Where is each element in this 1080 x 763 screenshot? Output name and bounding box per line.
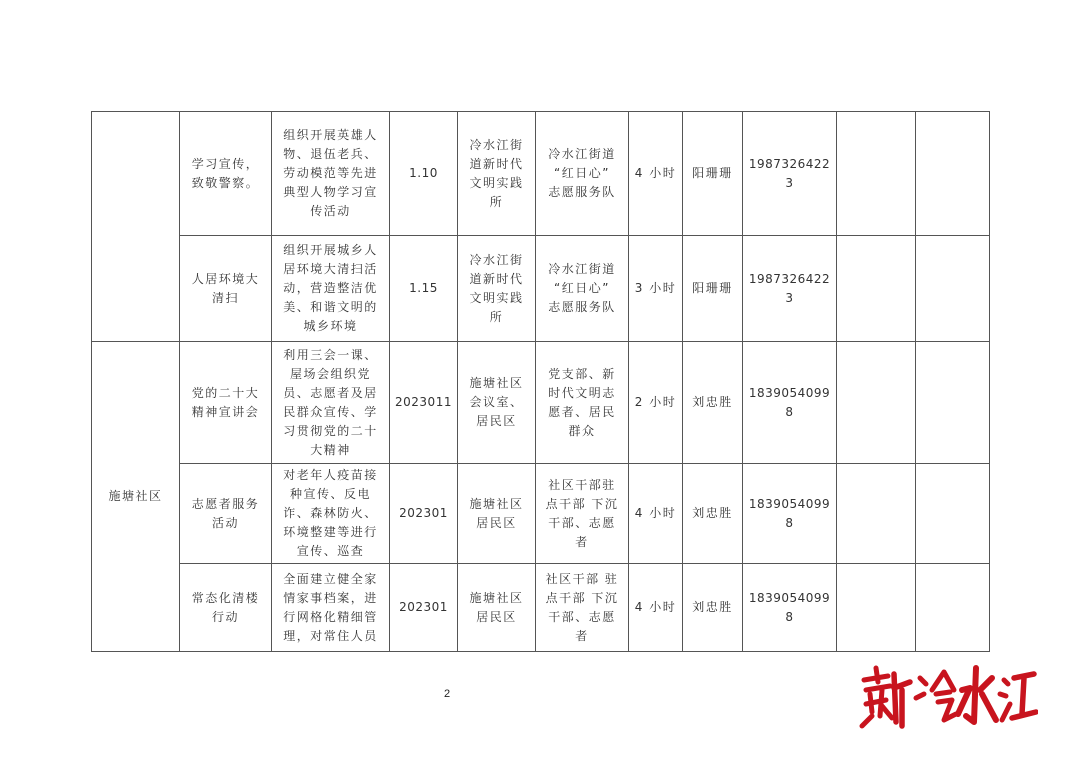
participants-cell: 冷水江街道 “红日心” 志愿服务队 bbox=[536, 112, 629, 236]
phone-cell: 18390540998 bbox=[743, 342, 837, 464]
duration-cell: 4 小时 bbox=[629, 464, 683, 564]
activity-content-cell: 组织开展城乡人 居环境大清扫活 动，营造整洁优 美、和谐文明的 城乡环境 bbox=[272, 236, 390, 342]
duration-cell: 4 小时 bbox=[629, 564, 683, 652]
activity-date-cell: 202301 bbox=[390, 564, 458, 652]
table-row bbox=[92, 564, 990, 652]
extra-cell bbox=[916, 236, 990, 342]
activity-content-cell: 全面建立健全家 情家事档案，进 行网格化精细管 理，对常住人员 bbox=[272, 564, 390, 652]
table-row bbox=[92, 342, 990, 464]
activity-name-cell: 常态化清楼 行动 bbox=[180, 564, 272, 652]
activity-name-cell: 志愿者服务 活动 bbox=[180, 464, 272, 564]
extra-cell bbox=[837, 564, 916, 652]
participants-cell: 党支部、新 时代文明志 愿者、居民 群众 bbox=[536, 342, 629, 464]
extra-cell bbox=[916, 342, 990, 464]
extra-cell bbox=[837, 236, 916, 342]
phone-cell: 18390540998 bbox=[743, 564, 837, 652]
table-row bbox=[92, 236, 990, 342]
activity-content-cell: 组织开展英雄人 物、退伍老兵、 劳动模范等先进 典型人物学习宣 传活动 bbox=[272, 112, 390, 236]
activity-place-cell: 施塘社区 居民区 bbox=[458, 464, 536, 564]
activity-place-cell: 施塘社区 会议室、 居民区 bbox=[458, 342, 536, 464]
xin-lengshuijiang-logo bbox=[858, 660, 1038, 732]
unit-cell: 施塘社区 bbox=[92, 342, 180, 652]
phone-cell: 18390540998 bbox=[743, 464, 837, 564]
extra-cell bbox=[837, 464, 916, 564]
extra-cell bbox=[916, 564, 990, 652]
phone-cell: 19873264223 bbox=[743, 236, 837, 342]
activity-date-cell: 202301 bbox=[390, 464, 458, 564]
duration-cell: 2 小时 bbox=[629, 342, 683, 464]
contact-person-cell: 阳珊珊 bbox=[683, 236, 743, 342]
contact-person-cell: 刘忠胜 bbox=[683, 342, 743, 464]
activity-place-cell: 冷水江街 道新时代 文明实践 所 bbox=[458, 236, 536, 342]
participants-cell: 社区干部驻 点干部 下沉 干部、志愿 者 bbox=[536, 464, 629, 564]
phone-cell: 19873264223 bbox=[743, 112, 837, 236]
duration-cell: 4 小时 bbox=[629, 112, 683, 236]
contact-person-cell: 阳珊珊 bbox=[683, 112, 743, 236]
extra-cell bbox=[837, 342, 916, 464]
duration-cell: 3 小时 bbox=[629, 236, 683, 342]
extra-cell bbox=[916, 464, 990, 564]
participants-cell: 社区干部 驻 点干部 下沉 干部、志愿 者 bbox=[536, 564, 629, 652]
activity-place-cell: 施塘社区 居民区 bbox=[458, 564, 536, 652]
activity-table bbox=[91, 111, 990, 652]
activity-date-cell: 1.10 bbox=[390, 112, 458, 236]
activity-name-cell: 人居环境大 清扫 bbox=[180, 236, 272, 342]
extra-cell bbox=[916, 112, 990, 236]
participants-cell: 冷水江街道 “红日心” 志愿服务队 bbox=[536, 236, 629, 342]
activity-content-cell: 利用三会一课、 屋场会组织党 员、志愿者及居 民群众宣传、学 习贯彻党的二十 大精神 bbox=[272, 342, 390, 464]
unit-cell bbox=[92, 112, 180, 342]
table-row bbox=[92, 464, 990, 564]
activity-name-cell: 学习宣传， 致敬警察。 bbox=[180, 112, 272, 236]
activity-content-cell: 对老年人疫苗接 种宣传、反电 诈、森林防火、 环境整建等进行 宣传、巡查 bbox=[272, 464, 390, 564]
extra-cell bbox=[837, 112, 916, 236]
activity-date-cell: 1.15 bbox=[390, 236, 458, 342]
activity-place-cell: 冷水江街 道新时代 文明实践 所 bbox=[458, 112, 536, 236]
contact-person-cell: 刘忠胜 bbox=[683, 564, 743, 652]
table-row bbox=[92, 112, 990, 236]
activity-date-cell: 2023011 bbox=[390, 342, 458, 464]
activity-name-cell: 党的二十大 精神宣讲会 bbox=[180, 342, 272, 464]
contact-person-cell: 刘忠胜 bbox=[683, 464, 743, 564]
page-number: 2 bbox=[444, 688, 451, 700]
